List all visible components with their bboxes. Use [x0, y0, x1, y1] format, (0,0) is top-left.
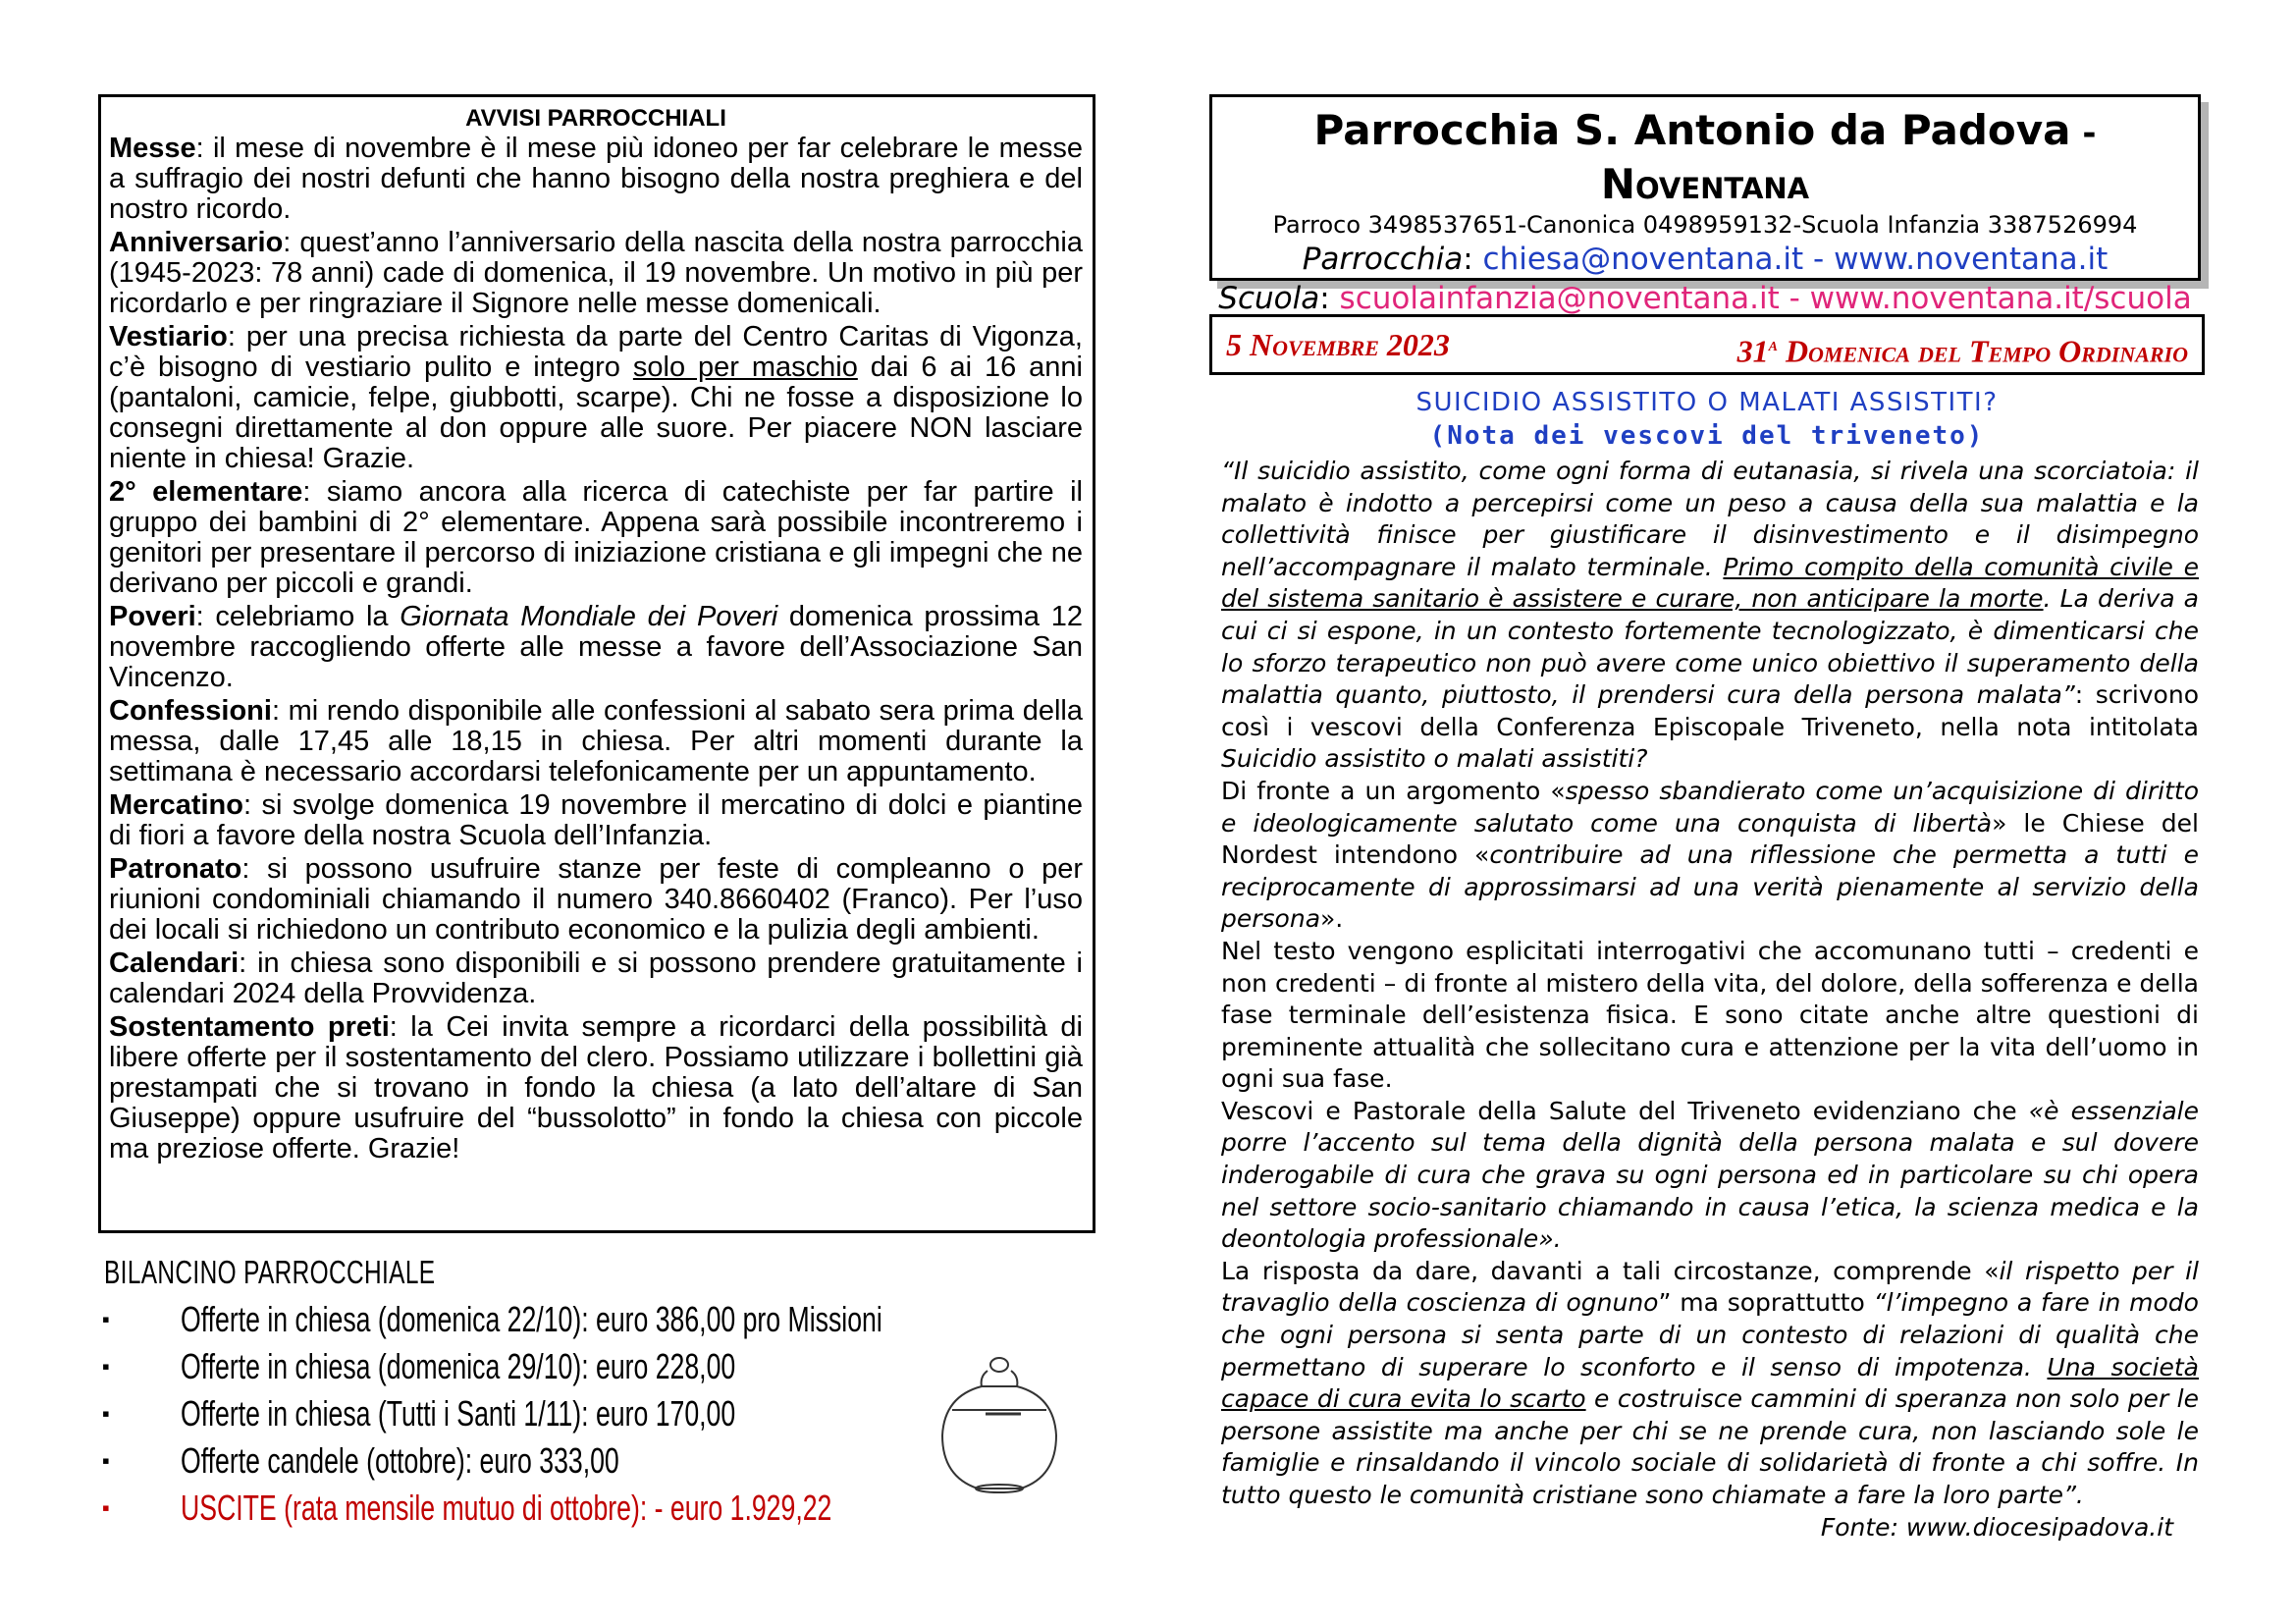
italic-text: “Il suicidio assistito, come ogni forma di eutanasia, si rivela una scorciatoia: il malato è indotto a percepirsi come un peso a causa della sua malattia e la collettività finisce per giustificare il disinvestimento e il disimpegno nell’accompagnare il malato terminale.	[1221, 457, 2199, 581]
sunday-ordinal: a	[1768, 334, 1778, 355]
avviso-vestiario	[109, 322, 1083, 474]
title-separator: -	[2070, 114, 2097, 153]
avviso-text: : il mese di novembre è il mese più idoneo per far celebrare le messe a suffragio dei nostri defunti che hanno bisogno della nostra preghiera e del nostro ricordo.	[109, 133, 1083, 225]
avviso-text: : per una precisa richiesta da parte del Centro Caritas di Vigonza, c’è bisogno di vestiario pulito e integro	[109, 321, 1083, 383]
avviso-poveri	[109, 602, 1083, 693]
italic-text: il rispetto per il travaglio della coscienza di ognuno	[1221, 1256, 2199, 1318]
avviso-calendari	[109, 948, 1083, 1009]
avviso-label: Anniversario	[109, 227, 284, 258]
avviso-patronato	[109, 854, 1083, 946]
avviso-label: Vestiario	[109, 321, 228, 352]
bullet-icon: ▪	[102, 1307, 110, 1331]
plain-text: Vescovi e Pastorale della Salute del Triveneto evidenziano che	[1221, 1096, 2029, 1125]
plain-text: Di fronte a un argomento «	[1221, 776, 1566, 805]
scuola-website-link[interactable]: www.noventana.it/scuola	[1809, 281, 2192, 316]
underlined-text: Primo compito della comunità civile e del sistema sanitario è assistere e curare, non anticipare la morte	[1221, 552, 2199, 614]
bilancino-item	[98, 1296, 982, 1343]
scuola-line	[1212, 279, 2198, 318]
italic-text: . La deriva a cui ci si espone, in un contesto fortemente tecnologizzato, è dimenticarsi che lo sforzo terapeutico non può avere come unico obiettivo il superamento della malattia quanto, piuttosto, il prendersi cura della persona malata”	[1221, 584, 2199, 710]
avviso-underlined-text: solo per maschio	[632, 352, 858, 383]
parish-location: Noventana	[1600, 160, 1810, 208]
avviso-sostentamento	[109, 1012, 1083, 1164]
plain-text: La risposta da dare, davanti a tali circostanze, comprende «	[1221, 1256, 2000, 1285]
italic-text: “l’impegno a fare in modo che ogni persona si senta parte di un contesto di relazioni di qualità che permettano di superare lo sconforto e il senso di impotenza.	[1221, 1288, 2199, 1381]
avviso-label: Patronato	[109, 853, 242, 885]
avvisi-box	[98, 94, 1095, 1233]
parish-title	[1212, 105, 2198, 210]
article-paragraph	[1221, 1256, 2199, 1542]
avviso-mercatino	[109, 790, 1083, 851]
avviso-text: : siamo ancora alla ricerca di catechiste per far partire il gruppo dei bambini di 2° elementare. Appena sarà possibile incontreremo i genitori per presentare il percorso di iniziazione cristiana e gli impegni che ne derivano per piccoli e grandi.	[109, 476, 1083, 599]
bilancino-item	[98, 1390, 982, 1437]
plain-text: » le Chiese del Nordest intendono «	[1221, 808, 2199, 870]
bilancino-item-text: Offerte in chiesa (Tutti i Santi 1/11): euro 170,00	[181, 1393, 736, 1434]
avviso-label: Poveri	[109, 601, 196, 632]
italic-text: spesso sbandierato come un’acquisizione di diritto e ideologicamente salutato come una conquista di libertà	[1221, 776, 2199, 838]
avviso-label: Messe	[109, 133, 196, 164]
liturgical-sunday	[1737, 325, 2188, 371]
plain-text: : scrivono così i vescovi della Conferenza Episcopale Triveneto, nella nota intitolata	[1221, 680, 2199, 741]
bilancino-item-text: Offerte in chiesa (domenica 22/10): euro 386,00 pro Missioni	[181, 1299, 882, 1339]
separator: -	[1779, 281, 1810, 316]
plain-text: ».	[1320, 904, 1344, 934]
avviso-elementare	[109, 477, 1083, 599]
avviso-italic-text: Giornata Mondiale dei Poveri	[400, 601, 778, 632]
article-title: SUICIDIO ASSISTITO O MALATI ASSISTITI?	[1415, 388, 1999, 417]
bilancino-item-text: Offerte in chiesa (domenica 29/10): euro 228,00	[181, 1346, 736, 1386]
bullet-icon: ▪	[102, 1448, 110, 1473]
avviso-anniversario	[109, 228, 1083, 319]
plain-text: ” ma soprattutto	[1658, 1288, 1874, 1318]
date-bar	[1209, 314, 2205, 375]
avvisi-title: AVVISI PARROCCHIALI	[465, 105, 726, 132]
avviso-text: : celebriamo la	[195, 601, 400, 632]
avviso-label: Sostentamento preti	[109, 1011, 390, 1043]
bilancino-item	[98, 1343, 982, 1390]
bilancino-title: BILANCINO PARROCCHIALE	[104, 1254, 436, 1290]
bullet-icon: ▪	[102, 1354, 110, 1379]
avviso-text: : si svolge domenica 19 novembre il mercatino di dolci e piantine di fiori a favore della nostra Scuola dell’Infanzia.	[109, 789, 1083, 851]
parish-header	[1209, 94, 2201, 316]
article-body	[1221, 456, 2199, 1543]
bilancino-item	[98, 1437, 982, 1485]
sunday-number: 31	[1736, 333, 1769, 369]
colon: :	[1463, 242, 1483, 277]
bilancino-item-text: Offerte candele (ottobre): euro 333,00	[181, 1440, 619, 1481]
parish-contacts: Parroco 3498537651-Canonica 0498959132-Scuola Infanzia 3387526994	[1272, 211, 2138, 239]
bilancino-item-uscite	[98, 1485, 982, 1532]
colon: :	[1319, 281, 1340, 316]
sunday-text: Domenica del Tempo Ordinario	[1777, 333, 2188, 369]
bulletin-date: 5 Novembre 2023	[1226, 327, 1450, 362]
bullet-icon: ▪	[102, 1495, 110, 1520]
parrocchia-label: Parrocchia	[1302, 242, 1464, 277]
article-paragraph: Nel testo vengono esplicitati interrogativi che accomunano tutti – credenti e non credenti – di fronte al mistero della vita, del dolore, della sofferenza e della fase terminale dell’esistenza fisica. E sono citate anche altre questioni di preminente attualità che sollecitano cura e attenzione per la vita dell’uomo in ogni sua fase.	[1221, 936, 2199, 1094]
parrocchia-email-link[interactable]: chiesa@noventana.it	[1482, 242, 1804, 277]
scuola-email-link[interactable]: scuolainfanzia@noventana.it	[1339, 281, 1780, 316]
avviso-label: Confessioni	[109, 695, 272, 727]
avviso-text: dai 6 ai 16 anni (pantaloni, camicie, felpe, giubbotti, scarpe). Chi ne fosse a disposizione lo consegni direttamente al don oppure alle suore. Per piacere NON lasciare niente in chiesa! Grazie.	[109, 352, 1083, 474]
avviso-label: 2° elementare	[109, 476, 303, 508]
article-paragraph	[1221, 456, 2199, 776]
avviso-text: : mi rendo disponibile alle confessioni al sabato sera prima della messa, dalle 17,45 alle 18,15 in chiesa. Per altri momenti durante la settimana è necessario accordarsi telefonicamente per un appuntamento.	[109, 695, 1083, 787]
bilancino-item-text: USCITE (rata mensile mutuo di ottobre): - euro 1.929,22	[181, 1488, 832, 1528]
article-subtitle: (Nota dei vescovi del triveneto)	[1429, 421, 1985, 451]
italic-text: «è essenziale porre l’accento sul tema della dignità della persona malata e sul dovere inderogabile di cura che grava su ogni persona ed in particolare su chi opera nel settore socio-sanitario chiamando in causa l’etica, la scienza medica e la deontologia professionale».	[1221, 1096, 2199, 1254]
parrocchia-website-link[interactable]: www.noventana.it	[1834, 242, 2109, 277]
parrocchia-line	[1212, 240, 2198, 279]
bullet-icon: ▪	[102, 1401, 110, 1426]
article-paragraph	[1221, 776, 2199, 936]
avviso-label: Calendari	[109, 947, 240, 979]
avviso-text: : quest’anno l’anniversario della nascita della nostra parrocchia (1945-2023: 78 anni) cade di domenica, il 19 novembre. Un motivo in più per ricordarlo e per ringraziare il Signore nelle messe domenicali.	[109, 227, 1083, 319]
avviso-text: : la Cei invita sempre a ricordarci della possibilità di libere offerte per il sostentamento del clero. Possiamo utilizzare i bollettini già prestampati che si trovano in fondo la chiesa (a lato dell’altare di San Giuseppe) oppure usufruire del “bussolotto” in fondo la chiesa con piccole ma preziose offerte. Grazie!	[109, 1011, 1083, 1164]
avviso-text: domenica prossima 12 novembre raccogliendo offerte alle messe a favore dell’Associazione San Vincenzo.	[109, 601, 1083, 693]
avviso-confessioni	[109, 696, 1083, 787]
note-title: Suicidio assistito o malati assistiti?	[1221, 744, 1648, 774]
salvadanaio-icon	[931, 1351, 1068, 1498]
separator: -	[1803, 242, 1835, 277]
italic-text: e costruisce cammini di speranza non solo per le persone assistite ma anche per chi se ne prende cura, non lasciando sole le famiglie e rinsaldando il vincolo sociale di solidarietà di fronte a chi soffre. In tutto questo le comunità cristiane sono chiamate a fare la loro parte”.	[1221, 1384, 2199, 1509]
avviso-label: Mercatino	[109, 789, 243, 821]
avviso-text: : in chiesa sono disponibili e si possono prendere gratuitamente i calendari 2024 della Provvidenza.	[109, 947, 1083, 1009]
parish-name: Parrocchia S. Antonio da Padova	[1313, 106, 2071, 154]
avviso-text: : si possono usufruire stanze per feste di compleanno o per riunioni condominiali chiamando il numero 340.8660402 (Franco). Per l’uso dei locali si richiedono un contributo economico e la pulizia degli ambienti.	[109, 853, 1083, 946]
italic-text: contribuire ad una riflessione che permetta a tutti e reciprocamente di approssimarsi ad una verità pienamente al servizio della persona	[1221, 840, 2199, 934]
scuola-label: Scuola	[1218, 281, 1320, 316]
article-paragraph	[1221, 1096, 2199, 1256]
bilancino-list	[98, 1296, 982, 1532]
article-source: Fonte: www.diocesipadova.it	[1820, 1512, 2173, 1542]
avviso-messe	[109, 134, 1083, 225]
underlined-text: Una società capace di cura evita lo scarto	[1221, 1352, 2199, 1414]
